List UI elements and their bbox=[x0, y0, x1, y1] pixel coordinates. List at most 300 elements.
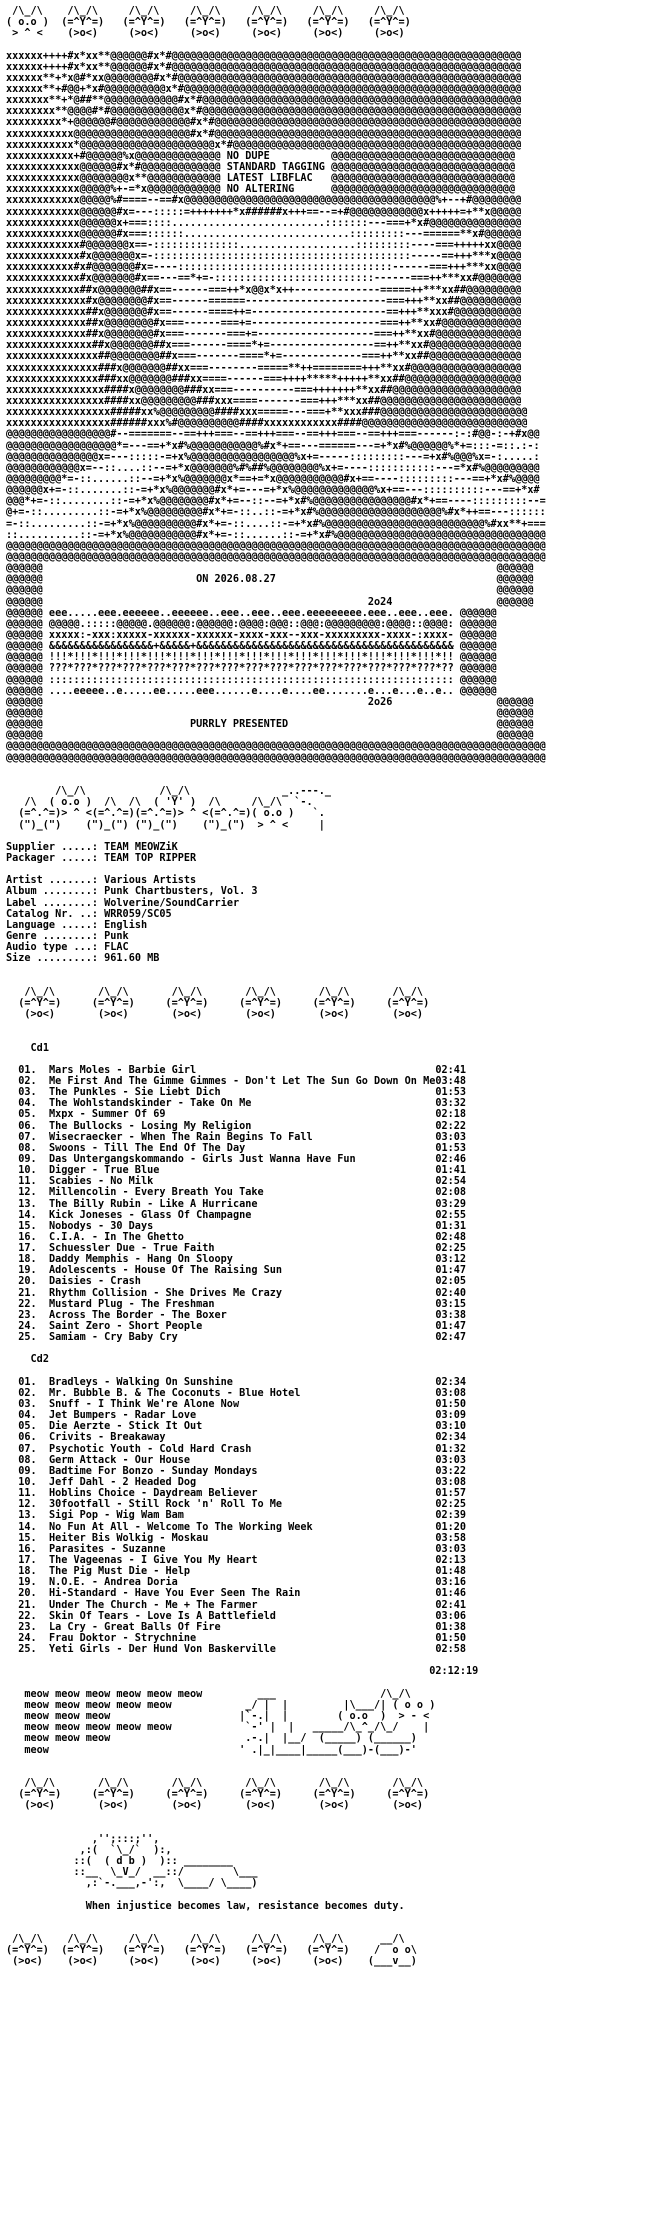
logo-line: xxxxxx**+*x@#*xx@@@@@@@@#x*#@@@@@@@@@@@@@@@@@@@@@@@@@@@@@@@@@@@@@@@@@@@@@@@@@@@@@@@@ bbox=[6, 72, 522, 84]
total-time bbox=[6, 1666, 648, 1677]
track-title: Rhythm Collision - She Drives Me Crazy bbox=[48, 1287, 436, 1299]
cats-art: /\_/\ /\_/\ _..---._ /\ ( o.o ) /\ /\ ( 'Y' ) /\ /\_/\ `-. (=^.^=)> ^ <(=^.^=)(=^.^=)> ^ <(=^.^=)( o.o ) `. (")_(") (")_(") (")_(") (")_(") > ^ < | bbox=[18, 786, 332, 831]
audio-label: Audio type ...: bbox=[6, 942, 99, 954]
logo-line: xxxxxxxxxxxx@@@@@@@@x**@@@@@@@@@@@@ LATEST LIBFLAC @@@@@@@@@@@@@@@@@@@@@@@@@@@@@@ bbox=[6, 173, 516, 185]
logo-art bbox=[6, 51, 648, 563]
genre-label: Genre ........: bbox=[6, 931, 99, 942]
track-title: Heiter Bis Wolkig - Moskau bbox=[48, 1532, 436, 1544]
track-number: 07. bbox=[6, 1131, 49, 1143]
track-row bbox=[6, 1644, 648, 1655]
track-duration: 03:08 bbox=[435, 1387, 467, 1399]
track-row bbox=[6, 1098, 648, 1109]
audio-value: FLAC bbox=[104, 942, 129, 954]
logo-line: xxxxxxxxxxx*@@@@@@@@@@@@@@@@@@@@@@x*#@@@@@@@@@@@@@@@@@@@@@@@@@@@@@@@@@@@@@@@@@@@@@@@ bbox=[6, 139, 522, 151]
track-duration: 03:22 bbox=[435, 1465, 467, 1477]
track-row bbox=[6, 1332, 648, 1343]
track-duration: 02:05 bbox=[435, 1276, 467, 1288]
logo-line: =-::.........::-=+*x%@@@@@@@@@@#x*+=-::....::-=+*x#%@@@@@@@@@@@@@@@@@@@@@@@@@@%#xx**+=== bbox=[6, 518, 546, 530]
track-title: Hi-Standard - Have You Ever Seen The Rain bbox=[48, 1588, 436, 1600]
supplier-value: TEAM MEOWZiK bbox=[104, 841, 178, 853]
track-number: 03. bbox=[6, 1399, 49, 1411]
logo-line: xxxxxxx**+*@##**@@@@@@@@@@@@#x*#@@@@@@@@@@@@@@@@@@@@@@@@@@@@@@@@@@@@@@@@@@@@@@@@@@@@ bbox=[6, 95, 522, 107]
track-number: 21. bbox=[6, 1287, 49, 1299]
logo-line: xxxxxxxxx*+@@@@@@#@@@@@@@@@@@@#x*#@@@@@@@@@@@@@@@@@@@@@@@@@@@@@@@@@@@@@@@@@@@@@@@@@@ bbox=[6, 117, 522, 129]
label-value: Wolverine/SoundCarrier bbox=[104, 897, 240, 909]
track-number: 09. bbox=[6, 1465, 49, 1477]
pattern-line: @@@@@@ ???*???*???*???*???*???*???*???*???*???*???*???*???*???*???*???*?? @@@@@@ bbox=[6, 663, 497, 675]
track-duration: 02:54 bbox=[435, 1176, 467, 1188]
track-title: No Fun At All - Welcome To The Working Week bbox=[48, 1521, 436, 1533]
track-duration: 03:08 bbox=[435, 1477, 467, 1489]
track-row bbox=[6, 1566, 648, 1577]
track-row bbox=[6, 1321, 648, 1332]
track-duration: 03:32 bbox=[435, 1098, 467, 1110]
logo-line: xxxxxxxx**@@@@#*#@@@@@@@@@@@@x*#@@@@@@@@@@@@@@@@@@@@@@@@@@@@@@@@@@@@@@@@@@@@@@@@@@@@ bbox=[6, 106, 522, 118]
track-number: 07. bbox=[6, 1443, 49, 1455]
logo-line: @@@@@@@@@*=-::......::--=+*x%@@@@@@@x*==+=*x@@@@@@@@@@@#x+==----:::::::::---==+*x#%@@@@ bbox=[6, 473, 540, 485]
track-title: Under The Church - Me + The Farmer bbox=[48, 1599, 436, 1611]
track-row bbox=[6, 1276, 648, 1287]
track-title: Die Aerzte - Stick It Out bbox=[48, 1421, 436, 1433]
track-duration: 02:40 bbox=[435, 1287, 467, 1299]
track-number: 23. bbox=[6, 1309, 49, 1321]
track-duration: 01:46 bbox=[435, 1588, 467, 1600]
track-duration: 01:38 bbox=[435, 1621, 467, 1633]
track-duration: 03:29 bbox=[435, 1198, 467, 1210]
track-row bbox=[6, 1600, 648, 1611]
logo-line: xxxxxxxxxxxx@@@@@%#====--==#x@@@@@@@@@@@@@@@@@@@@@@@@@@@@@@@@@@@@@@@@@%+--+#@@@@@@@@ bbox=[6, 195, 522, 207]
track-number: 24. bbox=[6, 1633, 49, 1645]
track-title: Mr. Bubble B. & The Coconuts - Blue Hotel bbox=[48, 1387, 436, 1399]
track-title: The Pig Must Die - Help bbox=[48, 1566, 436, 1578]
track-row bbox=[6, 1377, 648, 1388]
track-duration: 03:48 bbox=[435, 1075, 467, 1087]
track-title: Das Untergangskommando - Girls Just Wanna Have Fun bbox=[48, 1153, 436, 1165]
track-row bbox=[6, 1622, 648, 1633]
track-duration: 02:25 bbox=[435, 1499, 467, 1511]
logo-line: xxxxxxxxxxxxx##x@@@@@@@@#x===-------===+=-------------------===++**xx#@@@@@@@@@@@@@@ bbox=[6, 329, 522, 341]
track-duration: 01:47 bbox=[435, 1265, 467, 1277]
track-row bbox=[6, 1588, 648, 1599]
track-duration: 03:38 bbox=[435, 1309, 467, 1321]
track-title: The Vageenas - I Give You My Heart bbox=[48, 1555, 436, 1567]
track-title: Jeff Dahl - 2 Headed Dog bbox=[48, 1477, 436, 1489]
logo-line: xxxxxx**+#@@+*x#@@@@@@@@@@x*#@@@@@@@@@@@@@@@@@@@@@@@@@@@@@@@@@@@@@@@@@@@@@@@@@@@@@@@ bbox=[6, 84, 522, 96]
track-number: 06. bbox=[6, 1432, 49, 1444]
track-duration: 02:13 bbox=[435, 1555, 467, 1567]
track-title: The Bullocks - Losing My Religion bbox=[48, 1120, 436, 1132]
track-duration: 02:48 bbox=[435, 1231, 467, 1243]
track-title: Millencolin - Every Breath You Take bbox=[48, 1187, 436, 1199]
track-duration: 03:10 bbox=[435, 1421, 467, 1433]
track-duration: 03:16 bbox=[435, 1577, 467, 1589]
supplier-label: Supplier .....: bbox=[6, 841, 99, 853]
cd1-tracklist bbox=[6, 1065, 648, 1344]
logo-line: xxxxxxxxxxxxxxx###xx@@@@@@@###xx====------===++++*****+++++**xx##@@@@@@@@@@@@@@@@@@@ bbox=[6, 373, 522, 385]
language-row bbox=[6, 920, 648, 931]
logo-line: xxxxxx++++#x*xx**@@@@@@#x*#@@@@@@@@@@@@@@@@@@@@@@@@@@@@@@@@@@@@@@@@@@@@@@@@@@@@@@@@@ bbox=[6, 61, 522, 73]
meow-art: meow meow meow meow meow meow ___ /\_/\ meow meow meow meow meow _/ | | |\___/| ( o o ) meow meow meow |`-.| | ( o.o ) > - < meow meow meow meow meow `-' | | _____/\_^_/\_/ | meow meow meow .-.| |__/ (_____) (______) meow ' .|_|____|_____(___)-(___)-' bbox=[24, 1688, 436, 1756]
track-title: Sigi Pop - Wig Wam Bam bbox=[48, 1510, 436, 1522]
track-row bbox=[6, 1544, 648, 1555]
pattern-line: @@@@@@ &&&&&&&&&&&&&&&&&+&&&&&+&&&&&&&&&&&&&&&&&&&&&&&&&&&&&&&&&&&&&&&&&& @@@@@@ bbox=[6, 641, 497, 653]
logo-line: xxxxxxxxxxxx@@@@@@#x===::::::...........................:::::::::---======**x#@@@@@@ bbox=[6, 228, 522, 240]
cd1-title-text: Cd1 bbox=[30, 1042, 49, 1054]
track-duration: 02:18 bbox=[435, 1109, 467, 1121]
track-duration: 03:12 bbox=[435, 1254, 467, 1266]
track-title: Samiam - Cry Baby Cry bbox=[48, 1332, 436, 1344]
track-duration: 03:03 bbox=[435, 1543, 467, 1555]
logo-line: xxxxxxxxxxxxx##x@@@@@@@#x==------====++=----------------------==+++**xxx#@@@@@@@@@@@ bbox=[6, 306, 522, 318]
track-title: The Billy Rubin - Like A Hurricane bbox=[48, 1198, 436, 1210]
track-row bbox=[6, 1143, 648, 1154]
track-number: 22. bbox=[6, 1298, 49, 1310]
logo-line: xxxxxxxxxxxx#x@@@@@@@x=-::::::::::::::::::::::::::::::::::::::::::-----==+++***x@@@@ bbox=[6, 251, 522, 263]
track-duration: 01:47 bbox=[435, 1321, 467, 1333]
track-number: 10. bbox=[6, 1477, 49, 1489]
track-duration: 02:58 bbox=[435, 1644, 467, 1656]
track-number: 05. bbox=[6, 1421, 49, 1433]
logo-line: @@@@@@@@@@@@@@@@@#--=======--==+++===--==+++===--==+++===--==+++===------:-:#@@-:-+#x@@ bbox=[6, 429, 540, 441]
track-row bbox=[6, 1633, 648, 1644]
genre-row bbox=[6, 931, 648, 942]
audio-row bbox=[6, 942, 648, 953]
supplier-row bbox=[6, 842, 648, 853]
track-number: 13. bbox=[6, 1198, 49, 1210]
track-number: 04. bbox=[6, 1098, 49, 1110]
track-number: 03. bbox=[6, 1087, 49, 1099]
packager-row bbox=[6, 853, 648, 864]
track-row bbox=[6, 1399, 648, 1410]
track-number: 23. bbox=[6, 1621, 49, 1633]
artist-label: Artist .......: bbox=[6, 875, 99, 887]
motto bbox=[6, 1901, 648, 1912]
track-title: Yeti Girls - Der Hund Von Baskerville bbox=[48, 1644, 436, 1656]
pattern-line: @@@@@@ :::::::::::::::::::::::::::::::::::::::::::::::::::::::::::::::::: @@@@@@ bbox=[6, 674, 497, 686]
track-number: 01. bbox=[6, 1064, 49, 1076]
track-row bbox=[6, 1132, 648, 1143]
track-duration: 03:15 bbox=[435, 1298, 467, 1310]
track-row bbox=[6, 1533, 648, 1544]
track-row bbox=[6, 1210, 648, 1221]
track-number: 25. bbox=[6, 1332, 49, 1344]
track-duration: 03:03 bbox=[435, 1454, 467, 1466]
track-duration: 02:22 bbox=[435, 1120, 467, 1132]
track-duration: 01:48 bbox=[435, 1566, 467, 1578]
logo-line: xxxxxxxxxxxx@@@@@%+-=*x@@@@@@@@@@@@ NO ALTERING @@@@@@@@@@@@@@@@@@@@@@@@@@@@@@ bbox=[6, 184, 516, 196]
track-number: 01. bbox=[6, 1376, 49, 1388]
track-row bbox=[6, 1555, 648, 1566]
track-title: N.O.E. - Andrea Doria bbox=[48, 1577, 436, 1589]
track-title: Hoblins Choice - Daydream Believer bbox=[48, 1488, 436, 1500]
track-row bbox=[6, 1187, 648, 1198]
track-row bbox=[6, 1510, 648, 1521]
track-number: 05. bbox=[6, 1109, 49, 1121]
logo-line: xxxxxxxxxxx#x#@@@@@@@#x=----:::::::::::::::::::::::::::::::::::------===+++***xx@@@@ bbox=[6, 262, 522, 274]
catalog-row bbox=[6, 909, 648, 920]
track-number: 12. bbox=[6, 1499, 49, 1511]
track-row bbox=[6, 1477, 648, 1488]
track-number: 10. bbox=[6, 1165, 49, 1177]
logo-line: xxxxxxxxxxxxxxxx####xx@@@@@@@@@###xxx====-------===+++***xx##@@@@@@@@@@@@@@@@@@@@@@@ bbox=[6, 395, 522, 407]
track-duration: 01:57 bbox=[435, 1488, 467, 1500]
track-duration: 03:03 bbox=[435, 1131, 467, 1143]
track-duration: 01:41 bbox=[435, 1165, 467, 1177]
language-label: Language .....: bbox=[6, 919, 99, 931]
cd2-tracklist bbox=[6, 1377, 648, 1656]
track-number: 08. bbox=[6, 1454, 49, 1466]
logo-line: xxxxxxxxxxxxxxx###x@@@@@@@##xx===--------=====**++========+++**xx#@@@@@@@@@@@@@@@@@@ bbox=[6, 362, 522, 374]
logo-line: xxxxxxxxxxxx@@@@@@x+===::::.........................:::::::---===+*x#@@@@@@@@@@@@@@@ bbox=[6, 217, 522, 229]
track-number: 14. bbox=[6, 1209, 49, 1221]
presented-block: @@@@@@ 2o26 @@@@@@ @@@@@@ @@@@@@ @@@@@@ PURRLY PRESENTED @@@@@@ @@@@@@ @@@@@@ @@@@@@@@@@@@@@@@@@@@@@@@@@@@@@@@@@@@@@@@@@@@@@@@@@@@@@@@@@@@@@@@@@@@@@@@@@@@@@@@@@@@@@@@ @@@@@@@@@@@@@@@@@@@@@@@@@@@@@@@@@@@@@@@@@@@@@@@@@@@@@@@@@@@@@@@@@@@@@@@@@@@@@@@@@@@@@@@@ bbox=[6, 696, 546, 764]
language-value: English bbox=[104, 919, 148, 931]
track-title: Parasites - Suzanne bbox=[48, 1543, 436, 1555]
track-duration: 02:47 bbox=[435, 1332, 467, 1344]
track-title: Mxpx - Summer Of 69 bbox=[48, 1109, 436, 1121]
track-number: 18. bbox=[6, 1254, 49, 1266]
track-duration: 02:34 bbox=[435, 1432, 467, 1444]
track-duration: 03:06 bbox=[435, 1610, 467, 1622]
track-row bbox=[6, 1455, 648, 1466]
cats-row-2: /\_/\ /\_/\ /\_/\ /\_/\ /\_/\ /\_/\ (=^Y^=) (=^Y^=) (=^Y^=) (=^Y^=) (=^Y^=) (=^Y^=) (>o<) (>o<) (>o<) (>o<) (>o<) (>o<) bbox=[18, 1778, 430, 1812]
info-block bbox=[6, 842, 648, 965]
track-title: Germ Attack - Our House bbox=[48, 1454, 436, 1466]
size-row bbox=[6, 953, 648, 964]
album-label: Album ........: bbox=[6, 886, 99, 898]
packager-value: TEAM TOP RIPPER bbox=[104, 853, 197, 865]
track-title: Adolescents - House Of The Raising Sun bbox=[48, 1265, 436, 1277]
logo-line: xxxxxxxxxxxx@@@@@@#x=---:::::=+++++++*x######x+++==--=+#@@@@@@@@@@@@x+++++=+**x@@@@@ bbox=[6, 206, 522, 218]
top-cats-art: /\_/\ /\_/\ /\_/\ /\_/\ /\_/\ /\_/\ /\_/\ ( o.o ) (=^Y^=) (=^Y^=) (=^Y^=) (=^Y^=) (=^Y^=) (=^Y^=) > ^ < (>o<) (>o<) (>o<) (>o<) (>o<) (>o<) bbox=[6, 6, 411, 40]
logo-line: @@@@@@@@@@@@x=--::....::--=+*x@@@@@@@%#%##%@@@@@@@@%x+=----:::::::::::---=*x#%@@@@@@@@@ bbox=[6, 462, 540, 474]
track-duration: 01:31 bbox=[435, 1220, 467, 1232]
logo-line: ::..........::-=+*x%@@@@@@@@@@@#x*+=-::......::-=+*x#%@@@@@@@@@@@@@@@@@@@@@@@@@@@@@@@@@@ bbox=[6, 529, 546, 541]
track-title: Mustard Plug - The Freshman bbox=[48, 1298, 436, 1310]
track-number: 08. bbox=[6, 1142, 49, 1154]
size-label: Size .........: bbox=[6, 953, 99, 965]
track-row bbox=[6, 1165, 648, 1176]
logo-line: xxxxxxxxxxxx#@@@@@@@x==-::::::::::::::...................:::::::::----===+++++xx@@@@ bbox=[6, 240, 522, 252]
track-title: Daddy Memphis - Hang On Sloopy bbox=[48, 1254, 436, 1266]
track-duration: 02:34 bbox=[435, 1376, 467, 1388]
genre-value: Punk bbox=[104, 931, 129, 942]
track-title: Digger - True Blue bbox=[48, 1165, 436, 1177]
track-title: Mars Moles - Barbie Girl bbox=[48, 1064, 436, 1076]
pattern-art bbox=[6, 608, 648, 697]
track-title: Skin Of Tears - Love Is A Battlefield bbox=[48, 1610, 436, 1622]
logo-line: xxxxxxxxxxxxx#x@@@@@@@@#x==------======-----------------------===+++**xx##@@@@@@@@@@ bbox=[6, 295, 522, 307]
logo-line: @@@@@@@@@@@@@@@@@@@@@@@@@@@@@@@@@@@@@@@@@@@@@@@@@@@@@@@@@@@@@@@@@@@@@@@@@@@@@@@@@@@@@@@@ bbox=[6, 551, 546, 563]
track-duration: 02:25 bbox=[435, 1243, 467, 1255]
track-number: 16. bbox=[6, 1231, 49, 1243]
track-row bbox=[6, 1388, 648, 1399]
track-row bbox=[6, 1577, 648, 1588]
track-number: 02. bbox=[6, 1075, 49, 1087]
track-number: 16. bbox=[6, 1543, 49, 1555]
logo-line: xxxxxxxxxxxxxxx##@@@@@@@@##x===-------====*+=-------------===++**xx##@@@@@@@@@@@@@@@ bbox=[6, 351, 522, 363]
track-number: 15. bbox=[6, 1220, 49, 1232]
logo-line: xxxxxxxxxxxxx##x@@@@@@@@#x===------===+=---------------------===++**xx#@@@@@@@@@@@@@ bbox=[6, 318, 522, 329]
track-duration: 03:09 bbox=[435, 1410, 467, 1422]
cats-row-1: /\_/\ /\_/\ /\_/\ /\_/\ /\_/\ /\_/\ (=^Y^=) (=^Y^=) (=^Y^=) (=^Y^=) (=^Y^=) (=^Y^=) (>o<) (>o<) (>o<) (>o<) (>o<) (>o<) bbox=[18, 986, 430, 1021]
logo-line: xxxxxxxxxxx@@@@@@@@@@@@@@@@@@@#x*#@@@@@@@@@@@@@@@@@@@@@@@@@@@@@@@@@@@@@@@@@@@@@@@@@@ bbox=[6, 128, 522, 140]
track-row bbox=[6, 1466, 648, 1477]
track-number: 25. bbox=[6, 1644, 49, 1656]
logo-line: xxxxxx++++#x*xx**@@@@@@#x*#@@@@@@@@@@@@@@@@@@@@@@@@@@@@@@@@@@@@@@@@@@@@@@@@@@@@@@@@@ bbox=[6, 50, 522, 62]
track-row bbox=[6, 1310, 648, 1321]
catalog-value: WRR059/SC05 bbox=[104, 908, 172, 920]
track-title: Daisies - Crash bbox=[48, 1276, 436, 1288]
track-row bbox=[6, 1299, 648, 1310]
pattern-line: @@@@@@ eee.....eee.eeeeee..eeeeee..eee..eee..eee.eeeeeeeee.eee..eee..eee. @@@@@@ bbox=[6, 607, 497, 619]
track-row bbox=[6, 1065, 648, 1076]
cd2-title bbox=[6, 1354, 648, 1365]
track-title: Nobodys - 30 Days bbox=[48, 1220, 436, 1232]
track-title: Wisecraecker - When The Rain Begins To Fall bbox=[48, 1131, 436, 1143]
pattern-line: @@@@@@ ....eeeee..e.....ee.....eee......e....e....ee.......e...e...e..e.. @@@@@@ bbox=[6, 685, 497, 697]
track-title: Snuff - I Think We're Alone Now bbox=[48, 1399, 436, 1411]
track-row bbox=[6, 1410, 648, 1421]
logo-line: xxxxxxxxxxxxxx##x@@@@@@@##x===------====*+=-----------------==++**xx#@@@@@@@@@@@@@@@ bbox=[6, 340, 522, 352]
size-value: 961.60 MB bbox=[104, 953, 160, 965]
track-duration: 01:53 bbox=[435, 1087, 467, 1099]
track-title: Swoons - Till The End Of The Day bbox=[48, 1142, 436, 1154]
logo-line: xxxxxxxxxxxx#x@@@@@@@#x==---==*+=-::::::::::::::::::::::::::------===++***xx#@@@@@@@ bbox=[6, 273, 522, 285]
packager-label: Packager .....: bbox=[6, 853, 99, 865]
track-number: 20. bbox=[6, 1588, 49, 1600]
cd2-title-text: Cd2 bbox=[30, 1354, 49, 1366]
track-duration: 02:39 bbox=[435, 1510, 467, 1522]
track-row bbox=[6, 1432, 648, 1443]
logo-line: xxxxxxxxxxxx@@@@@@#x*#@@@@@@@@@@@@@ STANDARD TAGGING @@@@@@@@@@@@@@@@@@@@@@@@@@@@@@ bbox=[6, 162, 516, 174]
logo-line: @+=-::.........::-=+*x%@@@@@@@@@#x*+=-::..::-=+*x#%@@@@@@@@@@@@@@@@@@@@%#x*++==---:::::: bbox=[6, 507, 546, 519]
logo-line: @@@@@@@@@@@@@@@@@@@@@@@@@@@@@@@@@@@@@@@@@@@@@@@@@@@@@@@@@@@@@@@@@@@@@@@@@@@@@@@@@@@@@@@@ bbox=[6, 540, 546, 552]
track-title: Kick Joneses - Glass Of Champagne bbox=[48, 1209, 436, 1221]
track-row bbox=[6, 1444, 648, 1455]
album-row bbox=[6, 886, 648, 897]
bottom-cat-art: ,'';:::;'', ,:( `\_/` ):, ::( ( d b ) ):: ________ ::__ \_V_/ __::/ \___ ,:`-.___,-':, \____/ \____) bbox=[73, 1833, 258, 1890]
artist-value: Various Artists bbox=[104, 875, 197, 887]
track-number: 15. bbox=[6, 1532, 49, 1544]
track-row bbox=[6, 1254, 648, 1265]
track-title: Bradleys - Walking On Sunshine bbox=[48, 1376, 436, 1388]
artist-row bbox=[6, 875, 648, 886]
track-title: Crivits - Breakaway bbox=[48, 1432, 436, 1444]
logo-line: xxxxxxxxxxxx##x@@@@@@@##x==------===++*x@@x*x++--------------=====++***xx##@@@@@@@@@ bbox=[6, 284, 522, 296]
track-title: Me First And The Gimme Gimmes - Don't Let The Sun Go Down On Me bbox=[48, 1075, 436, 1087]
track-number: 17. bbox=[6, 1243, 49, 1255]
track-number: 17. bbox=[6, 1555, 49, 1567]
pattern-line: @@@@@@ @@@@@.:::::@@@@@.@@@@@@:@@@@@@:@@@@:@@@::@@@:@@@@@@@@@:@@@@::@@@@: @@@@@@ bbox=[6, 618, 497, 630]
track-title: Across The Border - The Boxer bbox=[48, 1309, 436, 1321]
track-row bbox=[6, 1076, 648, 1087]
track-number: 11. bbox=[6, 1488, 49, 1500]
logo-line: xxxxxxxxxxxxxxxx####x@@@@@@@@###xx===----------===+++++++**xx##@@@@@@@@@@@@@@@@@@@@@ bbox=[6, 384, 522, 396]
track-title: La Cry - Great Balls Of Fire bbox=[48, 1621, 436, 1633]
track-row bbox=[6, 1243, 648, 1254]
album-value: Punk Chartbusters, Vol. 3 bbox=[104, 886, 258, 898]
track-title: The Wohlstandskinder - Take On Me bbox=[48, 1098, 436, 1110]
track-title: Scabies - No Milk bbox=[48, 1176, 436, 1188]
track-duration: 01:32 bbox=[435, 1443, 467, 1455]
track-duration: 02:41 bbox=[435, 1599, 467, 1611]
track-duration: 02:41 bbox=[435, 1064, 467, 1076]
label-label: Label ........: bbox=[6, 897, 99, 909]
track-row bbox=[6, 1087, 648, 1098]
track-row bbox=[6, 1488, 648, 1499]
cd1-title bbox=[6, 1043, 648, 1054]
track-duration: 02:46 bbox=[435, 1153, 467, 1165]
motto-text: When injustice becomes law, resistance becomes duty. bbox=[85, 1900, 405, 1912]
track-number: 02. bbox=[6, 1387, 49, 1399]
track-row bbox=[6, 1421, 648, 1432]
track-row bbox=[6, 1288, 648, 1299]
track-number: 21. bbox=[6, 1599, 49, 1611]
logo-line: xxxxxxxxxxxxxxxxx#####xx%@@@@@@@@@####xxx=====---===+**xxx###@@@@@@@@@@@@@@@@@@@@@@@@ bbox=[6, 407, 528, 419]
track-duration: 01:50 bbox=[435, 1399, 467, 1411]
track-row bbox=[6, 1121, 648, 1132]
track-duration: 01:53 bbox=[435, 1142, 467, 1154]
track-number: 04. bbox=[6, 1410, 49, 1422]
track-row bbox=[6, 1154, 648, 1165]
track-duration: 01:50 bbox=[435, 1633, 467, 1645]
track-duration: 02:55 bbox=[435, 1209, 467, 1221]
track-number: 13. bbox=[6, 1510, 49, 1522]
track-number: 18. bbox=[6, 1566, 49, 1578]
track-number: 20. bbox=[6, 1276, 49, 1288]
track-number: 22. bbox=[6, 1610, 49, 1622]
track-duration: 01:20 bbox=[435, 1521, 467, 1533]
track-number: 09. bbox=[6, 1153, 49, 1165]
track-row bbox=[6, 1176, 648, 1187]
label-row bbox=[6, 898, 648, 909]
track-title: Jet Bumpers - Radar Love bbox=[48, 1410, 436, 1422]
track-title: Psychotic Youth - Cold Hard Crash bbox=[48, 1443, 436, 1455]
track-number: 06. bbox=[6, 1120, 49, 1132]
track-title: Frau Doktor - Strychnine bbox=[48, 1633, 436, 1645]
track-duration: 02:08 bbox=[435, 1187, 467, 1199]
logo-line: @@@*+=-::........::-=+*x%@@@@@@@@#x*+=--::--=+*x#%@@@@@@@@@@@@@@@@#x*+==----:::::::::--= bbox=[6, 496, 546, 508]
logo-line: @@@@@@@@@@@@@@@@@@*=---==+*x#%@@@@@@@@@@@%#x*+==---======---=+*x#%@@@@@@%*+=:::-=::.:-: bbox=[6, 440, 540, 452]
pattern-line: @@@@@@ xxxxx:-xxx:xxxxx-xxxxxx-xxxxxx-xxxx-xxx--xxx-xxxxxxxxx-xxxx-:xxxx- @@@@@@ bbox=[6, 630, 497, 641]
track-title: C.I.A. - In The Ghetto bbox=[48, 1231, 436, 1243]
track-number: 14. bbox=[6, 1521, 49, 1533]
track-number: 19. bbox=[6, 1265, 49, 1277]
track-title: Schuessler Due - True Faith bbox=[48, 1243, 436, 1255]
logo-line: xxxxxxxxxxxxxxxxx######xxx%#@@@@@@@@@@####xxxxxxxxxxxx####@@@@@@@@@@@@@@@@@@@@@@@@@@@ bbox=[6, 418, 528, 430]
track-row bbox=[6, 1109, 648, 1120]
track-title: Badtime For Bonzo - Sunday Mondays bbox=[48, 1465, 436, 1477]
logo-line: xxxxxxxxxxx+#@@@@@@%x@@@@@@@@@@@@@@ NO DUPE @@@@@@@@@@@@@@@@@@@@@@@@@@@@@@ bbox=[6, 150, 516, 162]
logo-line: @@@@@@@@@@@@@@@x=---:::::-=+x%@@@@@@@@@@@@@@@@@%x+=-----:::::::::---=+x#%@@@%x=-:.....: bbox=[6, 451, 540, 463]
track-row bbox=[6, 1232, 648, 1243]
track-duration: 03:58 bbox=[435, 1532, 467, 1544]
track-number: 11. bbox=[6, 1176, 49, 1188]
track-number: 19. bbox=[6, 1577, 49, 1589]
pattern-line: @@@@@@ !!!*!!!*!!!*!!!*!!!*!!!*!!!*!!!*!!!*!!!*!!!*!!!*!!!*!!!*!!!*!!!*!! @@@@@@ bbox=[6, 652, 497, 664]
track-row bbox=[6, 1611, 648, 1622]
total-time-value: 02:12:19 bbox=[429, 1666, 479, 1678]
track-row bbox=[6, 1221, 648, 1232]
release-date: @@@@@@ @@@@@@ @@@@@@ ON 2026.08.27 @@@@@@ @@@@@@ @@@@@@ @@@@@@ 2o24 @@@@@@ bbox=[6, 563, 534, 608]
track-number: 12. bbox=[6, 1187, 49, 1199]
catalog-label: Catalog Nr. ..: bbox=[6, 908, 99, 920]
track-row bbox=[6, 1199, 648, 1210]
track-title: 30footfall - Still Rock 'n' Roll To Me bbox=[48, 1499, 436, 1511]
track-row bbox=[6, 1499, 648, 1510]
track-title: The Punkles - Sie Liebt Dich bbox=[48, 1087, 436, 1099]
